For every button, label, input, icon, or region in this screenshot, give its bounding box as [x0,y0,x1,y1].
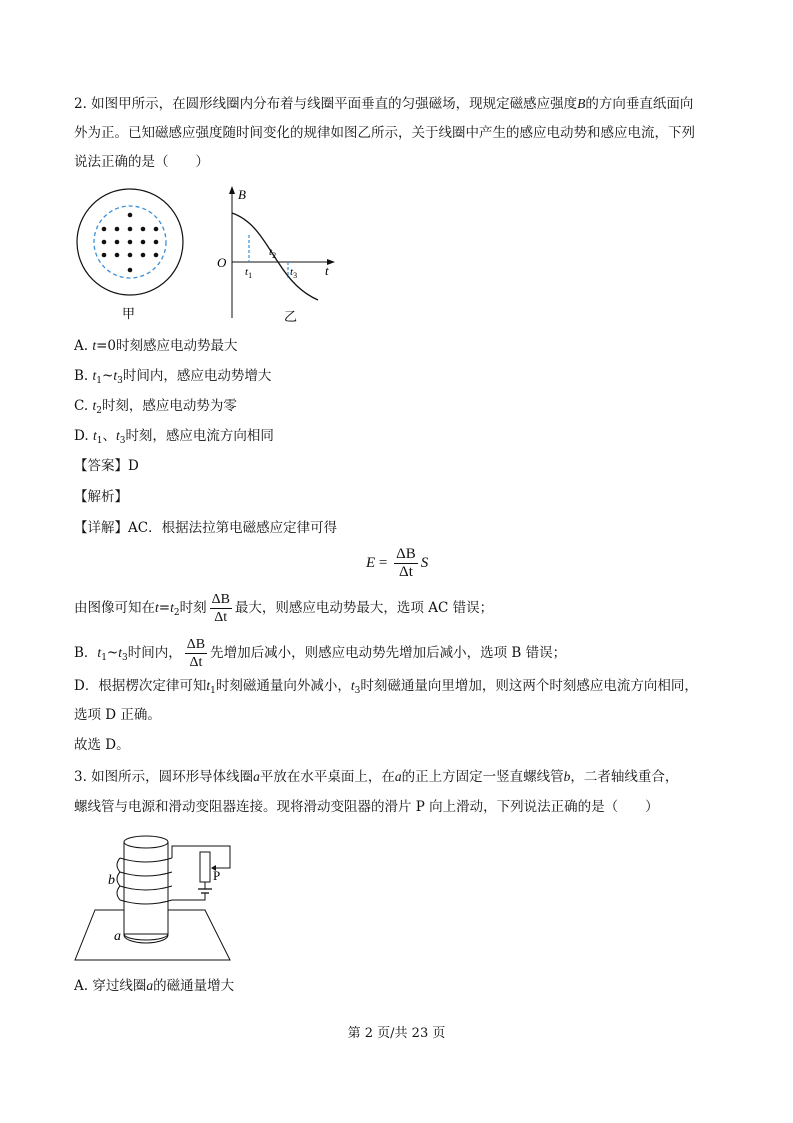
q2-line2: 外为正。已知磁感应强度随时间变化的规律如图乙所示，关于线圈中产生的感应电动势和感应电流，下列 [74,125,695,141]
field-dot [115,227,120,232]
field-dot [154,253,159,258]
field-dot [141,227,146,232]
axis-label-t: t [325,263,329,278]
page-footer: 第 2 页/共 23 页 [347,1026,446,1041]
t3-label: $t_3$ [290,266,298,280]
label-jia: 甲 [122,306,136,321]
detail-p4: 选项 D 正确。 [74,707,161,723]
wire-bottom [172,893,205,900]
figure-yi [210,183,340,328]
b-axis-arrow [229,186,235,194]
field-dot [141,253,146,258]
q3-line1: 3. 如图所示，圆环形导体线圈a平放在水平桌面上，在a的正上方固定一竖直螺线管b，二者轴线重合， [74,769,679,785]
q2-line1-text: 2. 如图甲所示，在圆形线圈内分布着与线圈平面垂直的匀强磁场，现规定磁感应强度 [74,96,578,112]
figure-jia [70,185,195,325]
analysis-tag: 【解析】 [74,489,128,505]
q2-line1 [74,94,693,114]
q2-option-b: B. $t_1\sim t_3$时间内，感应电动势增大 [74,368,272,386]
field-dot [128,240,133,245]
q3-line2: 螺线管与电源和滑动变阻器连接。现将滑动变阻器的滑片 P 向上滑动，下列说法正确的是（ ） [74,799,659,815]
rheostat [200,852,210,882]
q2-line1-end: 的方向垂直纸面向 [585,96,694,112]
var-B: B [577,96,586,111]
figure-solenoid [70,832,240,967]
answer-tag: 【答案】 [74,458,128,474]
field-dot [154,227,159,232]
origin-label: O [217,255,227,270]
label-yi: 乙 [284,309,298,324]
detail-p1: 由图像可知在$t=t_2$时刻 $\frac{\Delta B}{\Delta t}$ 最大，则感应电动势最大，选项 AC 错误； [74,592,494,625]
detail-line: 【详解】AC．根据法拉第电磁感应定律可得 [74,520,338,536]
q2-option-c: C. $t_2$时刻，感应电动势为零 [74,398,237,416]
label-P: P [213,868,221,883]
field-dot [102,227,107,232]
detail-p3: D．根据楞次定律可知$t_1$时刻磁通量向外减小，$t_3$时刻磁通量向里增加，则这两个时刻感应电流方向相同， [74,678,698,696]
field-dots [102,213,159,273]
field-dot [115,253,120,258]
formula-emf: E = $\frac{\Delta B}{\Delta t}$ S [366,546,429,580]
field-dot [141,240,146,245]
field-dot [102,253,107,258]
t2-label: $t_2$ [269,246,277,260]
q2-line3: 说法正确的是（ ） [74,154,209,170]
q2-option-a: A. t=0时刻感应电动势最大 [74,338,238,354]
field-dot [128,227,133,232]
q2-option-d: D. $t_1$、$t_3$时刻，感应电流方向相同 [74,428,274,446]
answer-line [74,456,139,476]
detail-p2: B．$t_1\sim t_3$时间内， $\frac{\Delta B}{\Delta t}$ 先增加后减小，则感应电动势先增加后减小，选项 B 错误； [74,637,567,670]
field-dot [128,213,133,218]
axis-label-B: B [238,187,246,202]
field-dot [154,240,159,245]
label-a: a [114,929,121,944]
answer-value: D [128,458,139,474]
solenoid-b [124,842,168,934]
t1-label: $t_1$ [245,266,253,280]
field-dot [115,240,120,245]
q3-option-a: A. 穿过线圈a的磁通量增大 [74,978,235,994]
field-dot [102,240,107,245]
label-b: b [108,873,115,888]
field-dot [128,268,133,273]
detail-p5: 故选 D。 [74,737,130,753]
field-dot [128,253,133,258]
